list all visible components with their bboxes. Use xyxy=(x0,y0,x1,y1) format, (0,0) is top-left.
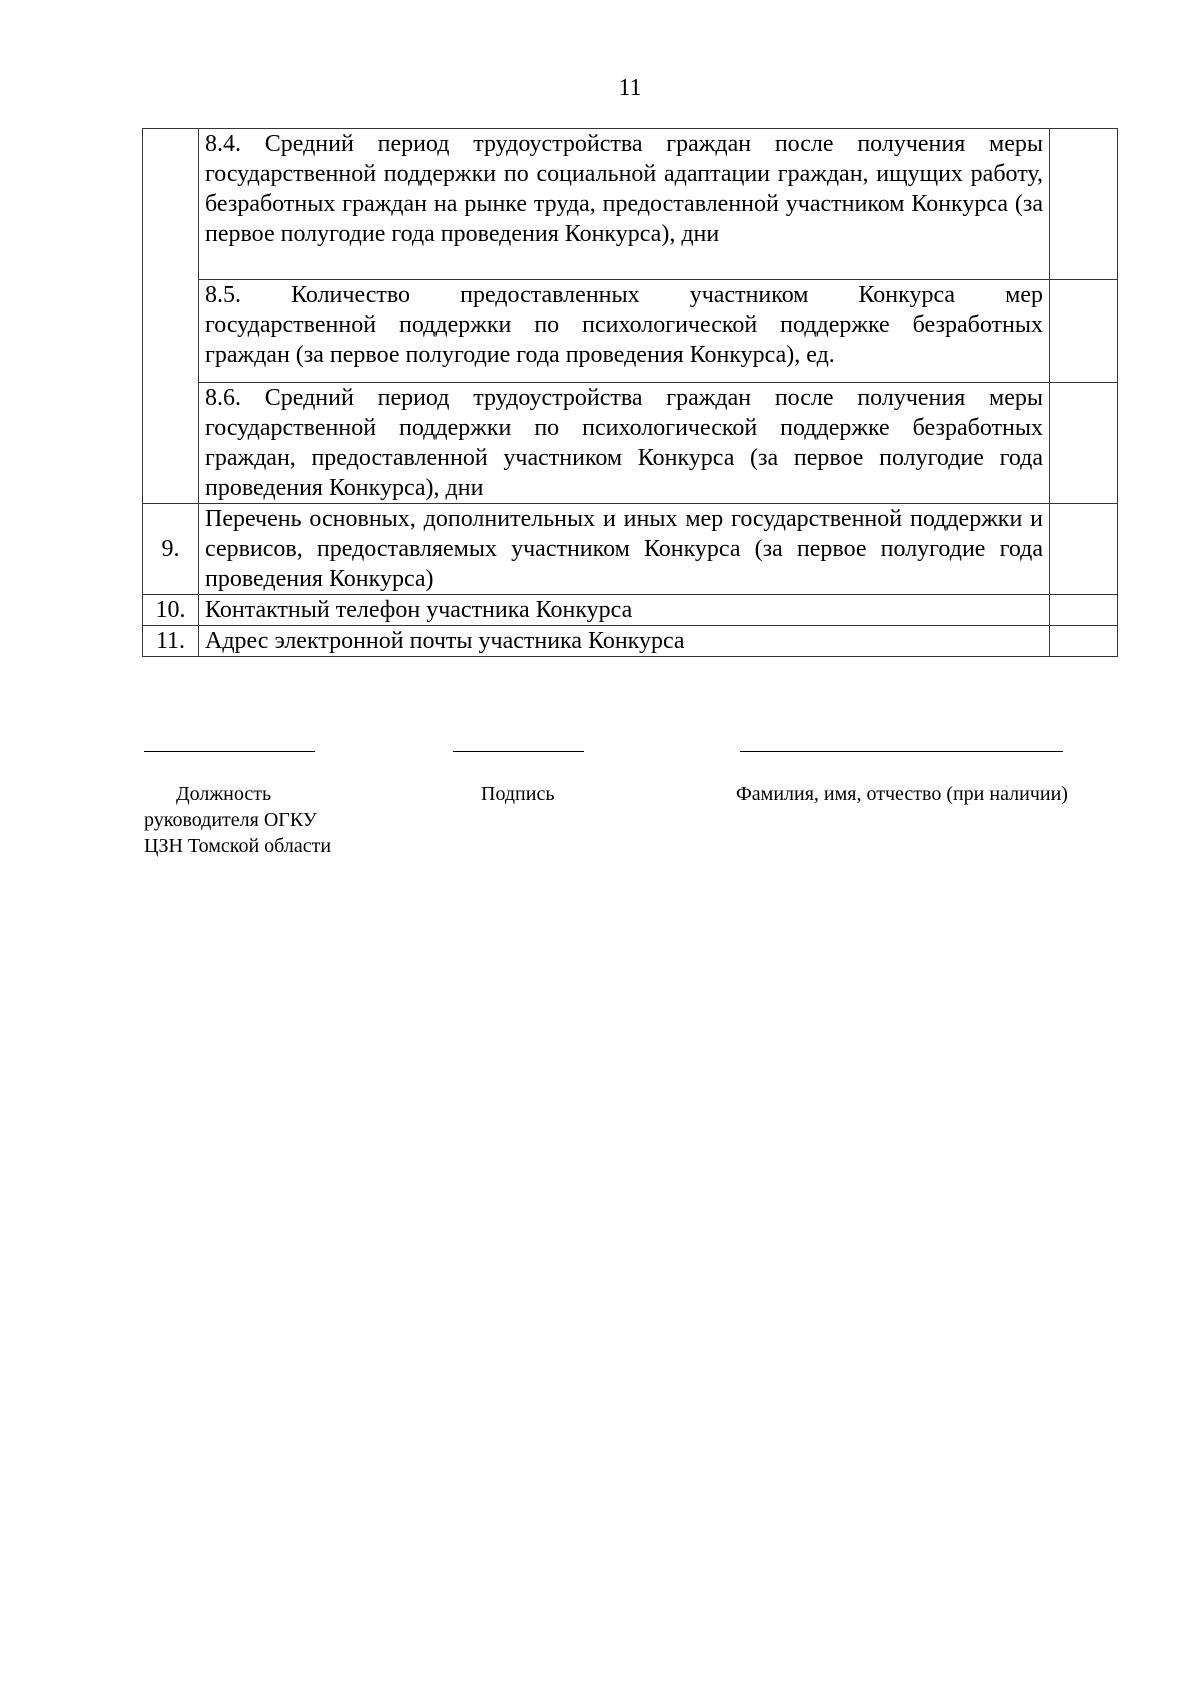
indicators-table xyxy=(142,128,1118,657)
row-text-9: Перечень основных, дополнительных и иных мер государственной поддержки и сервисов, предоставляемых участником Конкурса (за первое полугодие года проведения Конкурса) xyxy=(199,504,1050,595)
row-number-11: 11. xyxy=(143,626,199,657)
table-row-8-6 xyxy=(143,383,1118,504)
table-row-10 xyxy=(143,595,1118,626)
row-value-8-5 xyxy=(1050,280,1118,383)
row-text-8-4: 8.4. Средний период трудоустройства граждан после получения меры государственной поддержки по социальной адаптации граждан, ищущих работу, безработных граждан на рынке труда, предоставленной участником Конкурса (за первое полугодие года проведения Конкурса), дни xyxy=(199,129,1050,280)
position-signature-line xyxy=(144,751,315,752)
table-row-8-5 xyxy=(143,280,1118,383)
position-label-line-2: руководителя ОГКУ xyxy=(144,809,317,831)
row-text-10: Контактный телефон участника Конкурса xyxy=(199,595,1050,626)
table-row-11 xyxy=(143,626,1118,657)
row-value-9 xyxy=(1050,504,1118,595)
row-number-9: 9. xyxy=(143,504,199,595)
row-value-11 xyxy=(1050,626,1118,657)
row-number-10: 10. xyxy=(143,595,199,626)
row-value-8-4 xyxy=(1050,129,1118,280)
fullname-label: Фамилия, имя, отчество (при наличии) xyxy=(736,783,1068,805)
row-number-8 xyxy=(143,129,199,504)
row-value-8-6 xyxy=(1050,383,1118,504)
row-text-8-5-first-line: 8.5. Количество предоставленных участником Конкурса мер xyxy=(205,282,1043,308)
row-text-8-5-rest: государственной поддержки по психологической поддержке безработных граждан (за первое полугодие года проведения Конкурса), ед. xyxy=(205,312,1043,368)
signature-label: Подпись xyxy=(481,783,555,805)
fullname-signature-line xyxy=(740,751,1063,752)
position-label xyxy=(144,781,384,859)
table-row-9 xyxy=(143,504,1118,595)
row-text-8-5 xyxy=(199,280,1050,383)
row-value-10 xyxy=(1050,595,1118,626)
page-number: 11 xyxy=(618,75,642,101)
row-text-8-6: 8.6. Средний период трудоустройства граждан после получения меры государственной поддержки по психологической поддержке безработных граждан, предоставленной участником Конкурса (за первое полугодие года проведения Конкурса), дни xyxy=(199,383,1050,504)
position-label-line-1: Должность xyxy=(176,783,272,805)
table-row-8-4 xyxy=(143,129,1118,280)
signature-line xyxy=(453,751,584,752)
row-text-11: Адрес электронной почты участника Конкурса xyxy=(199,626,1050,657)
position-label-line-3: ЦЗН Томской области xyxy=(144,835,332,857)
